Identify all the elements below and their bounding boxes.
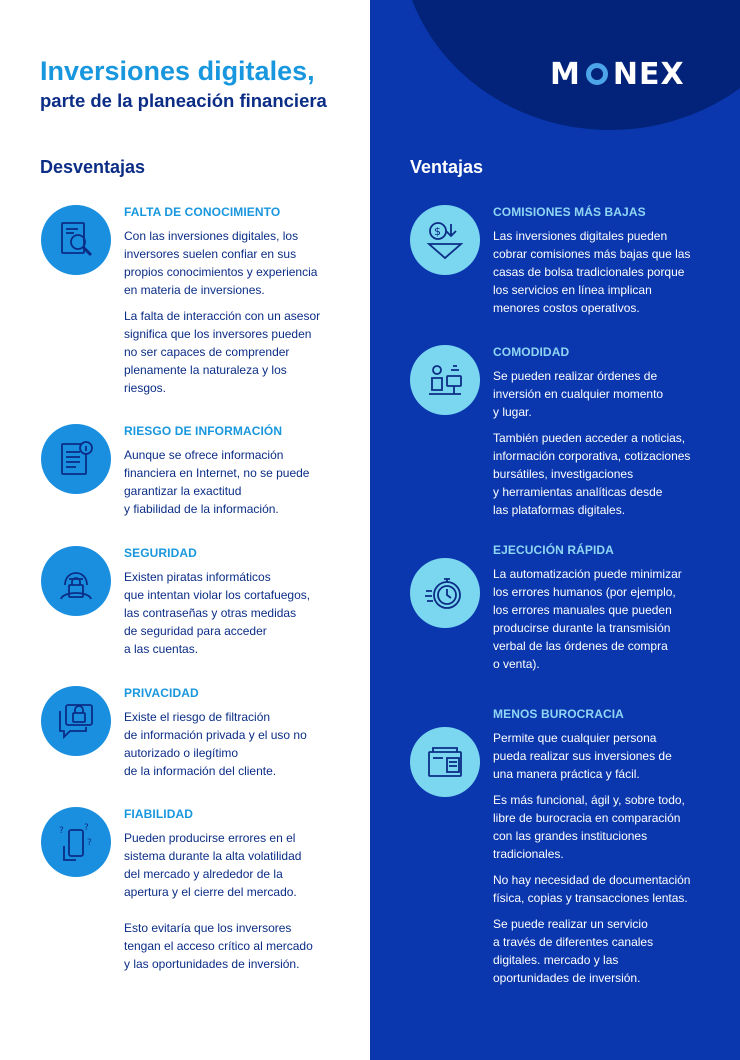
chat-lock-icon — [41, 686, 111, 756]
disadvantage-text: La falta de interacción con un asesor significa que los inversores pueden no ser capaces de comprender plenamente la naturaleza y los riesgos. — [124, 309, 321, 395]
monex-logo — [550, 56, 685, 92]
disadvantages-heading: Desventajas — [40, 157, 146, 177]
disadvantage-title: PRIVACIDAD — [124, 686, 199, 700]
logo-text-end: NEX — [612, 56, 685, 92]
advantages-heading: Ventajas — [410, 157, 484, 177]
phone-question-icon — [41, 807, 111, 877]
page-title: Inversiones digitales, — [40, 56, 315, 86]
file-drawer-icon — [410, 727, 480, 797]
svg-text:?: ? — [59, 826, 64, 836]
advantage-title: COMODIDAD — [493, 345, 570, 359]
svg-text:$: $ — [434, 225, 441, 238]
disadvantage-text: Pueden producirse errores en el sistema durante la alta volatilidad del mercado y alrededor de la apertura y el cierre del mercado. — [124, 831, 302, 899]
advantage-text: Las inversiones digitales pueden cobrar comisiones más bajas que las casas de bolsa tradicionales porque los servicios en línea implican menores costos operativos. — [493, 229, 691, 315]
disadvantage-text: Con las inversiones digitales, los inversores suelen confiar en sus propios conocimientos y experiencia en materia de inversiones. — [124, 229, 318, 297]
svg-text:?: ? — [84, 823, 89, 833]
disadvantage-title: SEGURIDAD — [124, 546, 197, 560]
disadvantage-title: FIABILIDAD — [124, 807, 193, 821]
logo-text-start: M — [550, 56, 581, 92]
logo-ring-icon — [586, 63, 608, 85]
advantage-title: EJECUCIÓN RÁPIDA — [493, 543, 614, 557]
hacker-lock-icon — [41, 546, 111, 616]
stopwatch-icon — [410, 558, 480, 628]
coin-down-arrow-icon — [410, 205, 480, 275]
advantage-text: Se pueden realizar órdenes de inversión en cualquier momento y lugar. — [493, 369, 664, 419]
disadvantage-text: Aunque se ofrece información financiera en Internet, no se puede garantizar la exactitud y fiabilidad de la información. — [124, 448, 310, 516]
document-info-icon — [41, 424, 111, 494]
advantage-text: Permite que cualquier persona pueda realizar sus inversiones de una manera práctica y fácil. — [493, 731, 672, 781]
advantage-text: La automatización puede minimizar los errores humanos (por ejemplo, los errores manuales que pueden producirse durante la transmisión verbal de las órdenes de compra o venta). — [493, 567, 682, 671]
document-magnifier-icon — [41, 205, 111, 275]
person-desk-icon — [410, 345, 480, 415]
advantage-text: No hay necesidad de documentación física, copias y transacciones lentas. — [493, 873, 691, 905]
advantage-text: También pueden acceder a noticias, información corporativa, cotizaciones bursátiles, investigaciones y herramientas analíticas desde las plataformas digitales. — [493, 431, 691, 517]
disadvantage-title: RIESGO DE INFORMACIÓN — [124, 424, 283, 438]
advantage-title: MENOS BUROCRACIA — [493, 707, 624, 721]
advantage-text: Se puede realizar un servicio a través de diferentes canales digitales. mercado y las oportunidades de inversión. — [493, 917, 654, 985]
page-subtitle: parte de la planeación financiera — [40, 90, 327, 111]
disadvantage-text: Esto evitaría que los inversores tengan el acceso crítico al mercado y las oportunidades de inversión. — [124, 921, 313, 971]
disadvantage-text: Existe el riesgo de filtración de información privada y el uso no autorizado o ilegítimo de la información del cliente. — [124, 710, 307, 778]
svg-text:?: ? — [87, 838, 92, 848]
advantage-title: COMISIONES MÁS BAJAS — [493, 205, 646, 219]
advantage-text: Es más funcional, ágil y, sobre todo, libre de burocracia en comparación con las grandes instituciones tradicionales. — [493, 793, 685, 861]
disadvantage-text: Existen piratas informáticos que intentan violar los cortafuegos, las contraseñas y otras medidas de seguridad para acceder a las cuentas. — [124, 570, 311, 656]
disadvantage-title: FALTA DE CONOCIMIENTO — [124, 205, 281, 219]
